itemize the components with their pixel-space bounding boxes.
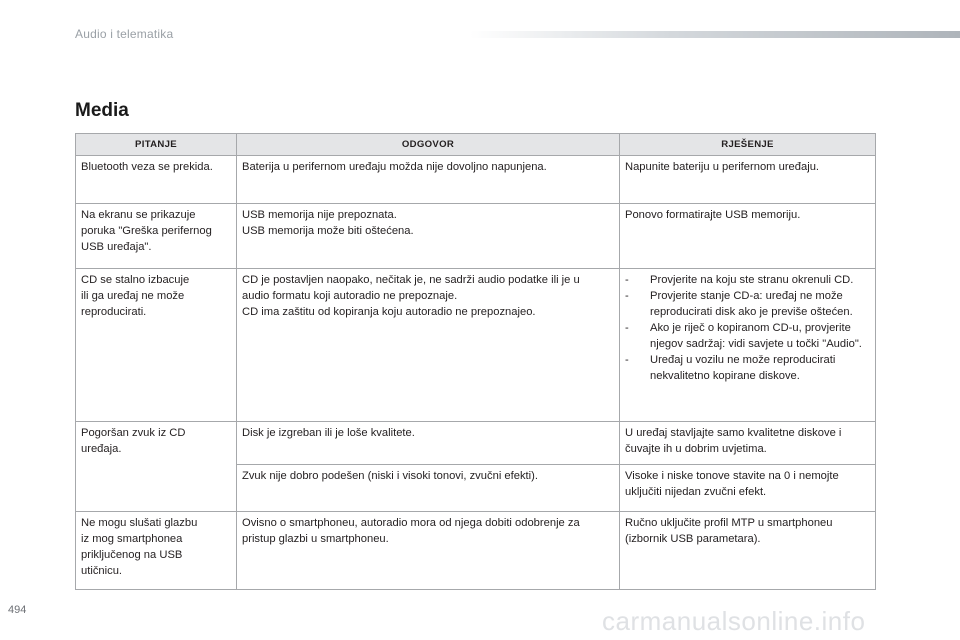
- question-cell: [76, 156, 237, 204]
- table-row: [76, 269, 876, 422]
- solution-cell: [620, 422, 876, 465]
- solution-bullet: - Uređaj u vozilu ne može reproducirati nekvalitetno kopirane diskove.: [625, 352, 870, 384]
- page-number: 494: [8, 604, 27, 616]
- page-title: Media: [75, 100, 129, 121]
- question-text: ili ga uređaj ne može: [81, 290, 185, 302]
- answer-text: Disk je izgreban ili je loše kvalitete.: [242, 427, 415, 439]
- question-text: priključenog na USB: [81, 549, 183, 561]
- solution-text: čuvajte ih u dobrim uvjetima.: [625, 443, 767, 455]
- answer-cell: [237, 512, 620, 590]
- question-cell: [76, 512, 237, 590]
- solution-cell: [620, 204, 876, 269]
- question-text: reproducirati.: [81, 306, 147, 318]
- solution-text: (izbornik USB parametara).: [625, 533, 761, 545]
- column-header-answer: ODGOVOR: [237, 134, 620, 156]
- question-cell: [76, 422, 237, 512]
- question-cell: [76, 204, 237, 269]
- solution-bullet: - Provjerite stanje CD-a: uređaj ne može reproducirati disk ako je previše oštećen.: [625, 288, 870, 320]
- solution-text: Visoke i niske tonove stavite na 0 i nemojte: [625, 470, 839, 482]
- answer-text: USB memorija može biti oštećena.: [242, 225, 414, 237]
- question-text: Bluetooth veza se prekida.: [81, 161, 213, 173]
- solution-text: njegov sadržaj: vidi savjete u točki "Audio".: [650, 338, 862, 350]
- question-text: poruka "Greška perifernog: [81, 225, 212, 237]
- answer-cell: [237, 204, 620, 269]
- solution-text: reproducirati disk ako je previše oštećen.: [650, 306, 853, 318]
- answer-cell: [237, 156, 620, 204]
- answer-text: Zvuk nije dobro podešen (niski i visoki tonovi, zvučni efekti).: [242, 470, 538, 482]
- solution-text: U uređaj stavljajte samo kvalitetne diskove i: [625, 427, 842, 439]
- solution-text: Provjerite stanje CD-a: uređaj ne može: [650, 290, 843, 302]
- answer-text: CD je postavljen naopako, nečitak je, ne sadrži audio podatke ili je u: [242, 274, 580, 286]
- table-row: [76, 422, 876, 465]
- answer-cell: [237, 422, 620, 465]
- question-text: USB uređaja".: [81, 241, 152, 253]
- solution-text: Provjerite na koju ste stranu okrenuli CD.: [650, 274, 854, 286]
- answer-cell: [237, 465, 620, 512]
- header-decoration-bar: [470, 31, 960, 38]
- solution-text: Napunite bateriju u perifernom uređaju.: [625, 161, 820, 173]
- question-text: Pogoršan zvuk iz CD: [81, 427, 186, 439]
- column-header-solution: RJEŠENJE: [620, 134, 876, 156]
- question-text: Ne mogu slušati glazbu: [81, 517, 198, 529]
- table-row: [76, 156, 876, 204]
- troubleshooting-table: [75, 133, 876, 590]
- table-header-row: [76, 134, 876, 156]
- answer-text: CD ima zaštitu od kopiranja koju autoradio ne prepoznajeo.: [242, 306, 536, 318]
- watermark: carmanualsonline.info: [602, 606, 866, 636]
- solution-text: Uređaj u vozilu ne može reproducirati: [650, 354, 836, 366]
- solution-text: Ponovo formatirajte USB memoriju.: [625, 209, 801, 221]
- question-text: CD se stalno izbacuje: [81, 274, 190, 286]
- solution-text: uključiti nijedan zvučni efekt.: [625, 486, 767, 498]
- column-header-question: PITANJE: [76, 134, 237, 156]
- answer-text: USB memorija nije prepoznata.: [242, 209, 397, 221]
- answer-text: Ovisno o smartphoneu, autoradio mora od njega dobiti odobrenje za: [242, 517, 580, 529]
- solution-cell: [620, 512, 876, 590]
- answer-text: audio formatu koji autoradio ne prepoznaje.: [242, 290, 458, 302]
- section-header: Audio i telematika: [75, 27, 174, 41]
- question-text: iz mog smartphonea: [81, 533, 183, 545]
- table-row: [76, 512, 876, 590]
- question-text: Na ekranu se prikazuje: [81, 209, 196, 221]
- question-cell: [76, 269, 237, 422]
- answer-cell: [237, 269, 620, 422]
- table-row: [76, 204, 876, 269]
- answer-text: pristup glazbi u smartphoneu.: [242, 533, 389, 545]
- solution-bullet: - Provjerite na koju ste stranu okrenuli CD.: [625, 272, 870, 288]
- solution-bullet: - Ako je riječ o kopiranom CD-u, provjerite njegov sadržaj: vidi savjete u točki "Audio".: [625, 320, 870, 352]
- solution-cell: [620, 156, 876, 204]
- solution-cell: [620, 269, 876, 422]
- question-text: utičnicu.: [81, 565, 123, 577]
- solution-text: Ako je riječ o kopiranom CD-u, provjerite: [650, 322, 851, 334]
- solution-cell: [620, 465, 876, 512]
- answer-text: Baterija u perifernom uređaju možda nije dovoljno napunjena.: [242, 161, 547, 173]
- solution-text: Ručno uključite profil MTP u smartphoneu: [625, 517, 833, 529]
- solution-text: nekvalitetno kopirane diskove.: [650, 370, 800, 382]
- question-text: uređaja.: [81, 443, 122, 455]
